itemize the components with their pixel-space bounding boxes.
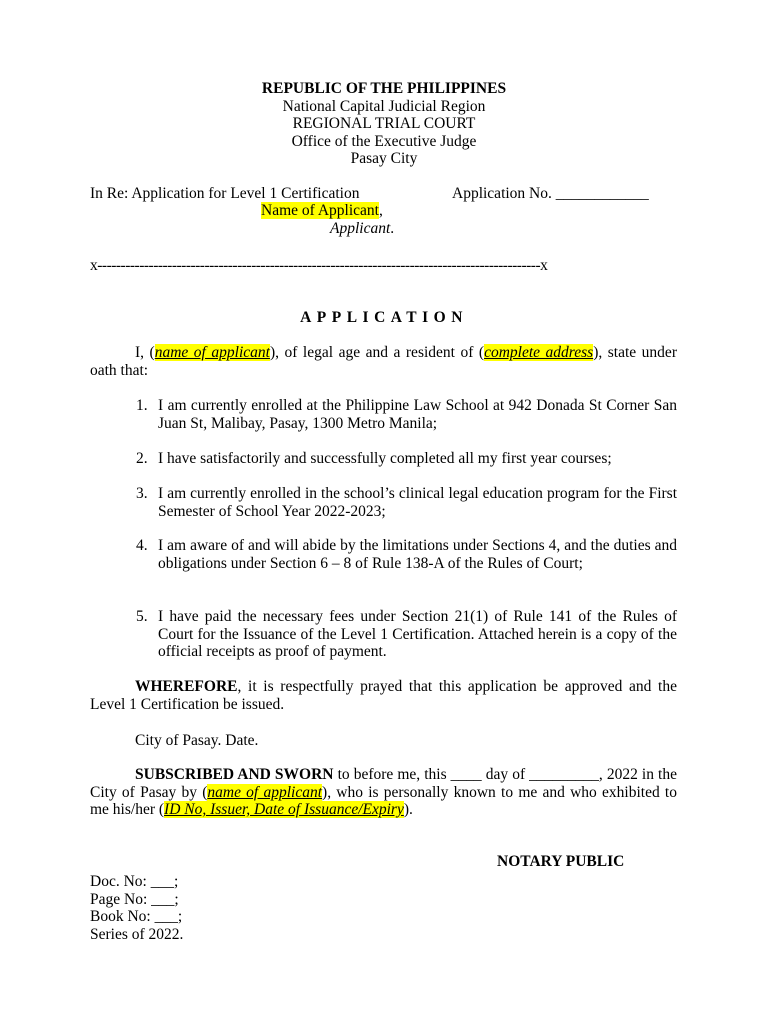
- caption-divider: x-----------------------------------------------------------------------------------------------x: [90, 257, 548, 274]
- oath-list-5: [136, 608, 677, 661]
- document-title: APPLICATION: [300, 309, 468, 326]
- applicant-role-line: [330, 220, 394, 238]
- doc-number: Doc. No: ___;: [90, 873, 179, 890]
- application-number: Application No. ____________: [452, 185, 649, 202]
- wherefore-paragraph: [90, 678, 677, 713]
- jurat-heading: SUBSCRIBED AND SWORN: [135, 766, 334, 783]
- list-item: [136, 450, 677, 468]
- list-item-text: I am aware of and will abide by the limitations under Sections 4, and the duties and obligations under Section 6 – 8 of Rule 138-A of the Rules of Court;: [158, 537, 677, 572]
- series-year: Series of 2022.: [90, 925, 184, 943]
- court-header: [0, 80, 768, 168]
- list-item: [136, 537, 677, 572]
- intro-text-1: I, (: [135, 344, 155, 361]
- list-item-text: I have satisfactorily and successfully completed all my first year courses;: [158, 450, 612, 467]
- intro-text-3: ), state under oath that:: [90, 344, 677, 379]
- list-item-text: I am currently enrolled in the school’s clinical legal education program for the First Semester of School Year 2022-2023;: [158, 485, 677, 520]
- list-item-text: I have paid the necessary fees under Section 21(1) of Rule 141 of the Rules of Court for the Issuance of the Level 1 Certification. Attached herein is a copy of the official receipts as proof of payment.: [158, 608, 677, 660]
- list-item-number: 3.: [136, 485, 148, 502]
- list-item-text: I am currently enrolled at the Philippine Law School at 942 Donada St Corner San Juan St, Malibay, Pasay, 1300 Metro Manila;: [158, 397, 677, 432]
- executive-judge-office: Office of the Executive Judge: [291, 132, 477, 150]
- list-item-number: 1.: [136, 397, 148, 414]
- republic-heading: REPUBLIC OF THE PHILIPPINES: [261, 80, 507, 97]
- list-item-number: 5.: [136, 608, 148, 625]
- jurat-paragraph: [90, 766, 677, 819]
- wherefore-text: , it is respectfully prayed that this application be approved and the Level 1 Certification be issued.: [90, 678, 677, 713]
- trial-court: REGIONAL TRIAL COURT: [292, 115, 476, 132]
- notarial-register: [90, 873, 183, 943]
- applicant-role: Applicant: [330, 220, 391, 237]
- list-item: [136, 608, 677, 661]
- jurat-applicant-name-field: name of applicant: [207, 783, 323, 801]
- list-item: [136, 397, 677, 432]
- court-city: Pasay City: [350, 150, 418, 167]
- notary-public-label: NOTARY PUBLIC: [497, 853, 625, 870]
- in-re-caption: In Re: Application for Level 1 Certification: [90, 185, 360, 202]
- judicial-region: National Capital Judicial Region: [282, 97, 486, 115]
- list-item-number: 2.: [136, 450, 148, 467]
- list-item-number: 4.: [136, 537, 148, 554]
- oath-list-4: [136, 537, 677, 572]
- applicant-name-comma: ,: [378, 202, 383, 219]
- wherefore-heading: WHEREFORE: [135, 678, 238, 695]
- oath-list: [136, 397, 677, 432]
- complete-address-field: complete address: [484, 344, 594, 361]
- jurat-text-2: ), who is personally known to me and who exhibited to me his/her (: [90, 783, 677, 818]
- id-details-field: ID No, Issuer, Date of Issuance/Expiry: [164, 801, 404, 818]
- city-date: City of Pasay. Date.: [135, 732, 259, 749]
- intro-text-2: ), of legal age and a resident of (: [269, 344, 485, 361]
- intro-paragraph: [90, 344, 677, 379]
- applicant-name-field: name of applicant: [154, 344, 270, 361]
- jurat-text-1: to before me, this ____ day of _________, 2022 in the City of Pasay by (: [90, 766, 677, 801]
- book-number: Book No: ___;: [90, 908, 183, 925]
- jurat-text-3: ).: [403, 801, 413, 818]
- applicant-name-line: [261, 202, 383, 220]
- page-number: Page No: ___;: [90, 890, 179, 908]
- applicant-role-period: .: [390, 220, 395, 237]
- list-item: [136, 485, 677, 520]
- oath-list-2: [136, 450, 677, 468]
- oath-list-3: [136, 485, 677, 520]
- applicant-name-placeholder: Name of Applicant: [261, 202, 379, 219]
